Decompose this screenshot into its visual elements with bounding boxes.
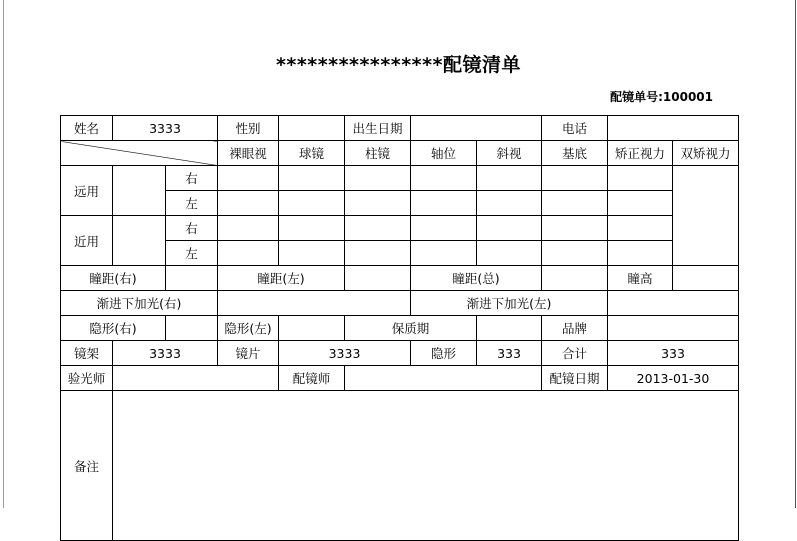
- brand-value[interactable]: [608, 316, 739, 341]
- row-pupil-distance: [61, 266, 739, 291]
- pd-left-label: 瞳距(左): [218, 266, 345, 291]
- total-label: 合计: [542, 341, 608, 366]
- optometrist-label: 验光师: [61, 366, 113, 391]
- far-left-base[interactable]: [542, 191, 608, 216]
- name-label: 姓名: [61, 116, 113, 141]
- phone-label: 电话: [542, 116, 608, 141]
- near-left-eye-label: 左: [166, 241, 218, 266]
- pd-right-label: 瞳距(右): [61, 266, 166, 291]
- contact-left-value[interactable]: [279, 316, 345, 341]
- shelf-life-label: 保质期: [345, 316, 477, 341]
- add-left-value[interactable]: [608, 291, 739, 316]
- near-right-sphere[interactable]: [279, 216, 345, 241]
- remarks-label: 备注: [61, 391, 113, 541]
- row-costs: [61, 341, 739, 366]
- near-right-naked[interactable]: [218, 216, 279, 241]
- contact-right-value[interactable]: [166, 316, 218, 341]
- pd-right-value[interactable]: [166, 266, 218, 291]
- row-near-right: [61, 216, 739, 241]
- pd-total-value[interactable]: [542, 266, 608, 291]
- row-far-right: [61, 166, 739, 191]
- near-left-oblique[interactable]: [477, 241, 542, 266]
- far-right-oblique[interactable]: [477, 166, 542, 191]
- far-left-oblique[interactable]: [477, 191, 542, 216]
- near-left-cylinder[interactable]: [345, 241, 411, 266]
- pupil-height-label: 瞳高: [608, 266, 673, 291]
- far-left-naked[interactable]: [218, 191, 279, 216]
- add-left-label: 渐进下加光(左): [411, 291, 608, 316]
- pd-total-label: 瞳距(总): [411, 266, 542, 291]
- near-left-axis[interactable]: [411, 241, 477, 266]
- name-value[interactable]: 3333: [113, 116, 218, 141]
- fit-date-label: 配镜日期: [542, 366, 608, 391]
- far-right-corrected[interactable]: [608, 166, 673, 191]
- phone-value[interactable]: [608, 116, 739, 141]
- fit-date-value[interactable]: 2013-01-30: [608, 366, 739, 391]
- contact-value[interactable]: 333: [477, 341, 542, 366]
- total-value[interactable]: 333: [608, 341, 739, 366]
- row-progressive-add: [61, 291, 739, 316]
- gender-value[interactable]: [279, 116, 345, 141]
- order-number-value: 100001: [662, 90, 713, 104]
- near-blank[interactable]: [113, 216, 166, 266]
- prescription-table: [60, 115, 739, 541]
- near-left-sphere[interactable]: [279, 241, 345, 266]
- far-left-cylinder[interactable]: [345, 191, 411, 216]
- near-label: 近用: [61, 216, 113, 266]
- shelf-life-value[interactable]: [477, 316, 542, 341]
- birth-date-value[interactable]: [411, 116, 542, 141]
- lens-value[interactable]: 3333: [279, 341, 411, 366]
- sphere-header: 球镜: [279, 141, 345, 166]
- contact-label: 隐形: [411, 341, 477, 366]
- far-right-naked[interactable]: [218, 166, 279, 191]
- frame-value[interactable]: 3333: [113, 341, 218, 366]
- far-right-sphere[interactable]: [279, 166, 345, 191]
- far-right-axis[interactable]: [411, 166, 477, 191]
- far-blank[interactable]: [113, 166, 166, 216]
- far-right-cylinder[interactable]: [345, 166, 411, 191]
- near-right-axis[interactable]: [411, 216, 477, 241]
- far-right-base[interactable]: [542, 166, 608, 191]
- diagonal-header-cell: [61, 141, 218, 166]
- near-left-base[interactable]: [542, 241, 608, 266]
- document-title: ****************配镜清单: [276, 54, 521, 76]
- far-left-eye-label: 左: [166, 191, 218, 216]
- base-header: 基底: [542, 141, 608, 166]
- near-left-naked[interactable]: [218, 241, 279, 266]
- far-label: 远用: [61, 166, 113, 216]
- row-headers: [61, 141, 739, 166]
- near-left-corrected[interactable]: [608, 241, 673, 266]
- frame-label: 镜架: [61, 341, 113, 366]
- fitter-value[interactable]: [345, 366, 542, 391]
- birth-date-label: 出生日期: [345, 116, 411, 141]
- near-right-corrected[interactable]: [608, 216, 673, 241]
- naked-vision-header: 裸眼视: [218, 141, 279, 166]
- order-number: [610, 88, 713, 105]
- near-right-oblique[interactable]: [477, 216, 542, 241]
- near-right-eye-label: 右: [166, 216, 218, 241]
- binocular-vision-value[interactable]: [673, 166, 739, 266]
- fitter-label: 配镜师: [279, 366, 345, 391]
- axis-header: 轴位: [411, 141, 477, 166]
- gender-label: 性别: [218, 116, 279, 141]
- contact-left-label: 隐形(左): [218, 316, 279, 341]
- add-right-value[interactable]: [218, 291, 411, 316]
- row-patient: [61, 116, 739, 141]
- far-right-eye-label: 右: [166, 166, 218, 191]
- lens-label: 镜片: [218, 341, 279, 366]
- add-right-label: 渐进下加光(右): [61, 291, 218, 316]
- binocular-vision-header: 双矫视力: [673, 141, 739, 166]
- far-left-axis[interactable]: [411, 191, 477, 216]
- optometrist-value[interactable]: [113, 366, 279, 391]
- near-right-cylinder[interactable]: [345, 216, 411, 241]
- brand-label: 品牌: [542, 316, 608, 341]
- corrected-vision-header: 矫正视力: [608, 141, 673, 166]
- row-staff: [61, 366, 739, 391]
- near-right-base[interactable]: [542, 216, 608, 241]
- far-left-corrected[interactable]: [608, 191, 673, 216]
- row-contact-lens: [61, 316, 739, 341]
- oblique-header: 斜视: [477, 141, 542, 166]
- contact-right-label: 隐形(右): [61, 316, 166, 341]
- far-left-sphere[interactable]: [279, 191, 345, 216]
- pupil-height-value[interactable]: [673, 266, 739, 291]
- remarks-value[interactable]: [113, 391, 739, 541]
- pd-left-value[interactable]: [345, 266, 411, 291]
- order-number-label: 配镜单号:: [610, 90, 663, 104]
- row-remarks: [61, 391, 739, 541]
- cylinder-header: 柱镜: [345, 141, 411, 166]
